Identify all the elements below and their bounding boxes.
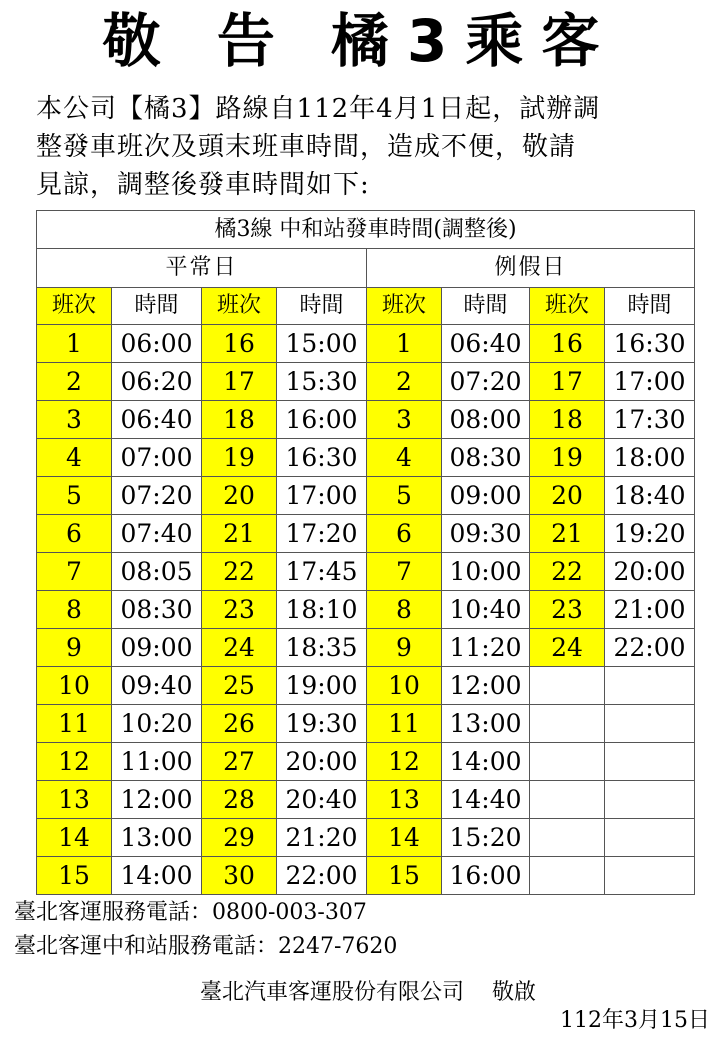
trip-number: 24 [202,629,277,667]
departure-time: 21:20 [277,819,367,857]
departure-time: 09:00 [442,477,530,515]
departure-time: 17:20 [277,515,367,553]
time-column-header: 時間 [112,288,202,325]
notice-title: 敬 告 橘3乘客 [102,7,618,75]
trip-number: 30 [202,857,277,895]
trip-number: 4 [367,439,442,477]
trip-number: 26 [202,705,277,743]
empty-cell [605,781,695,819]
trip-column-header: 班次 [530,288,605,325]
trip-column-header: 班次 [367,288,442,325]
departure-time: 06:40 [112,401,202,439]
empty-cell [605,857,695,895]
trip-number: 24 [530,629,605,667]
empty-cell [605,705,695,743]
departure-time: 08:00 [442,401,530,439]
trip-column-header: 班次 [37,288,112,325]
trip-number: 5 [37,477,112,515]
trip-number: 21 [202,515,277,553]
trip-number: 13 [37,781,112,819]
departure-time: 06:20 [112,363,202,401]
departure-time: 20:40 [277,781,367,819]
departure-time: 15:00 [277,325,367,363]
trip-number: 23 [530,591,605,629]
empty-cell [605,743,695,781]
trip-number: 12 [37,743,112,781]
departure-time: 19:00 [277,667,367,705]
trip-number: 19 [202,439,277,477]
trip-number: 15 [367,857,442,895]
trip-number: 6 [37,515,112,553]
trip-number: 10 [367,667,442,705]
departure-time: 11:00 [112,743,202,781]
table-row [37,781,695,819]
departure-time: 09:00 [112,629,202,667]
schedule-table [36,210,695,895]
trip-column-header: 班次 [202,288,277,325]
trip-number: 3 [37,401,112,439]
trip-number: 2 [37,363,112,401]
departure-time: 19:20 [605,515,695,553]
trip-number: 16 [202,325,277,363]
table-row [37,819,695,857]
trip-number: 18 [530,401,605,439]
trip-number: 2 [367,363,442,401]
time-column-header: 時間 [442,288,530,325]
departure-time: 06:00 [112,325,202,363]
trip-number: 3 [367,401,442,439]
departure-time: 07:40 [112,515,202,553]
trip-number: 12 [367,743,442,781]
departure-time: 14:00 [442,743,530,781]
departure-time: 15:20 [442,819,530,857]
table-row [37,705,695,743]
table-row [37,553,695,591]
service-phones [14,896,397,964]
trip-number: 19 [530,439,605,477]
trip-number: 9 [367,629,442,667]
trip-number: 5 [367,477,442,515]
table-row [37,401,695,439]
service-phone-line: 臺北客運服務電話：0800-003-307 [14,900,367,925]
empty-cell [530,667,605,705]
trip-number: 20 [530,477,605,515]
departure-time: 18:40 [605,477,695,515]
empty-cell [530,857,605,895]
departure-time: 08:05 [112,553,202,591]
departure-time: 12:00 [442,667,530,705]
company-name: 臺北汽車客運股份有限公司 [200,980,465,1005]
trip-number: 8 [367,591,442,629]
table-row [37,515,695,553]
departure-time: 14:00 [112,857,202,895]
trip-number: 23 [202,591,277,629]
table-row [37,857,695,895]
trip-number: 28 [202,781,277,819]
table-row [37,439,695,477]
table-row [37,477,695,515]
empty-cell [530,705,605,743]
intro-line: 本公司【橘3】路線自112年4月1日起，試辦調 [36,94,601,124]
departure-time: 15:30 [277,363,367,401]
departure-time: 13:00 [112,819,202,857]
trip-number: 22 [530,553,605,591]
trip-number: 7 [367,553,442,591]
notice-intro [36,90,696,204]
departure-time: 07:20 [442,363,530,401]
trip-number: 18 [202,401,277,439]
table-row [37,363,695,401]
service-phone-line: 臺北客運中和站服務電話：2247-7620 [14,934,398,959]
trip-number: 15 [37,857,112,895]
trip-number: 11 [367,705,442,743]
departure-time: 17:00 [605,363,695,401]
departure-time: 18:35 [277,629,367,667]
holiday-header: 例假日 [367,249,695,288]
departure-time: 07:20 [112,477,202,515]
departure-time: 16:00 [442,857,530,895]
signature [200,978,536,1008]
departure-time: 06:40 [442,325,530,363]
trip-number: 1 [37,325,112,363]
trip-number: 17 [202,363,277,401]
table-row [37,667,695,705]
departure-time: 11:20 [442,629,530,667]
departure-time: 14:40 [442,781,530,819]
empty-cell [530,743,605,781]
departure-time: 16:30 [277,439,367,477]
departure-time: 08:30 [112,591,202,629]
departure-time: 12:00 [112,781,202,819]
table-caption: 橘3線 中和站發車時間(調整後) [37,211,695,249]
departure-time: 19:30 [277,705,367,743]
intro-line: 整發車班次及頭末班車時間，造成不便，敬請 [36,132,577,162]
table-row [37,629,695,667]
departure-time: 10:00 [442,553,530,591]
trip-number: 14 [367,819,442,857]
departure-time: 17:00 [277,477,367,515]
departure-time: 17:30 [605,401,695,439]
departure-time: 20:00 [277,743,367,781]
trip-number: 27 [202,743,277,781]
departure-time: 16:30 [605,325,695,363]
trip-number: 7 [37,553,112,591]
table-row [37,325,695,363]
departure-time: 21:00 [605,591,695,629]
trip-number: 29 [202,819,277,857]
weekday-header: 平常日 [37,249,367,288]
empty-cell [530,781,605,819]
departure-time: 18:10 [277,591,367,629]
departure-time: 13:00 [442,705,530,743]
departure-time: 10:40 [442,591,530,629]
departure-time: 17:45 [277,553,367,591]
departure-time: 18:00 [605,439,695,477]
time-column-header: 時間 [605,288,695,325]
departure-time: 22:00 [277,857,367,895]
trip-number: 13 [367,781,442,819]
departure-time: 20:00 [605,553,695,591]
departure-time: 09:40 [112,667,202,705]
table-row [37,591,695,629]
trip-number: 22 [202,553,277,591]
departure-time: 10:20 [112,705,202,743]
trip-number: 25 [202,667,277,705]
departure-time: 16:00 [277,401,367,439]
trip-number: 8 [37,591,112,629]
trip-number: 9 [37,629,112,667]
intro-line: 見諒，調整後發車時間如下: [36,170,370,200]
empty-cell [605,819,695,857]
departure-time: 08:30 [442,439,530,477]
trip-number: 20 [202,477,277,515]
trip-number: 17 [530,363,605,401]
closing-text: 敬啟 [492,980,537,1005]
departure-time: 07:00 [112,439,202,477]
departure-time: 22:00 [605,629,695,667]
trip-number: 1 [367,325,442,363]
empty-cell [605,667,695,705]
trip-number: 21 [530,515,605,553]
departure-time: 09:30 [442,515,530,553]
trip-number: 16 [530,325,605,363]
time-column-header: 時間 [277,288,367,325]
empty-cell [530,819,605,857]
notice-date: 112年3月15日 [560,1008,710,1033]
trip-number: 14 [37,819,112,857]
trip-number: 10 [37,667,112,705]
trip-number: 6 [367,515,442,553]
trip-number: 4 [37,439,112,477]
table-row [37,743,695,781]
trip-number: 11 [37,705,112,743]
